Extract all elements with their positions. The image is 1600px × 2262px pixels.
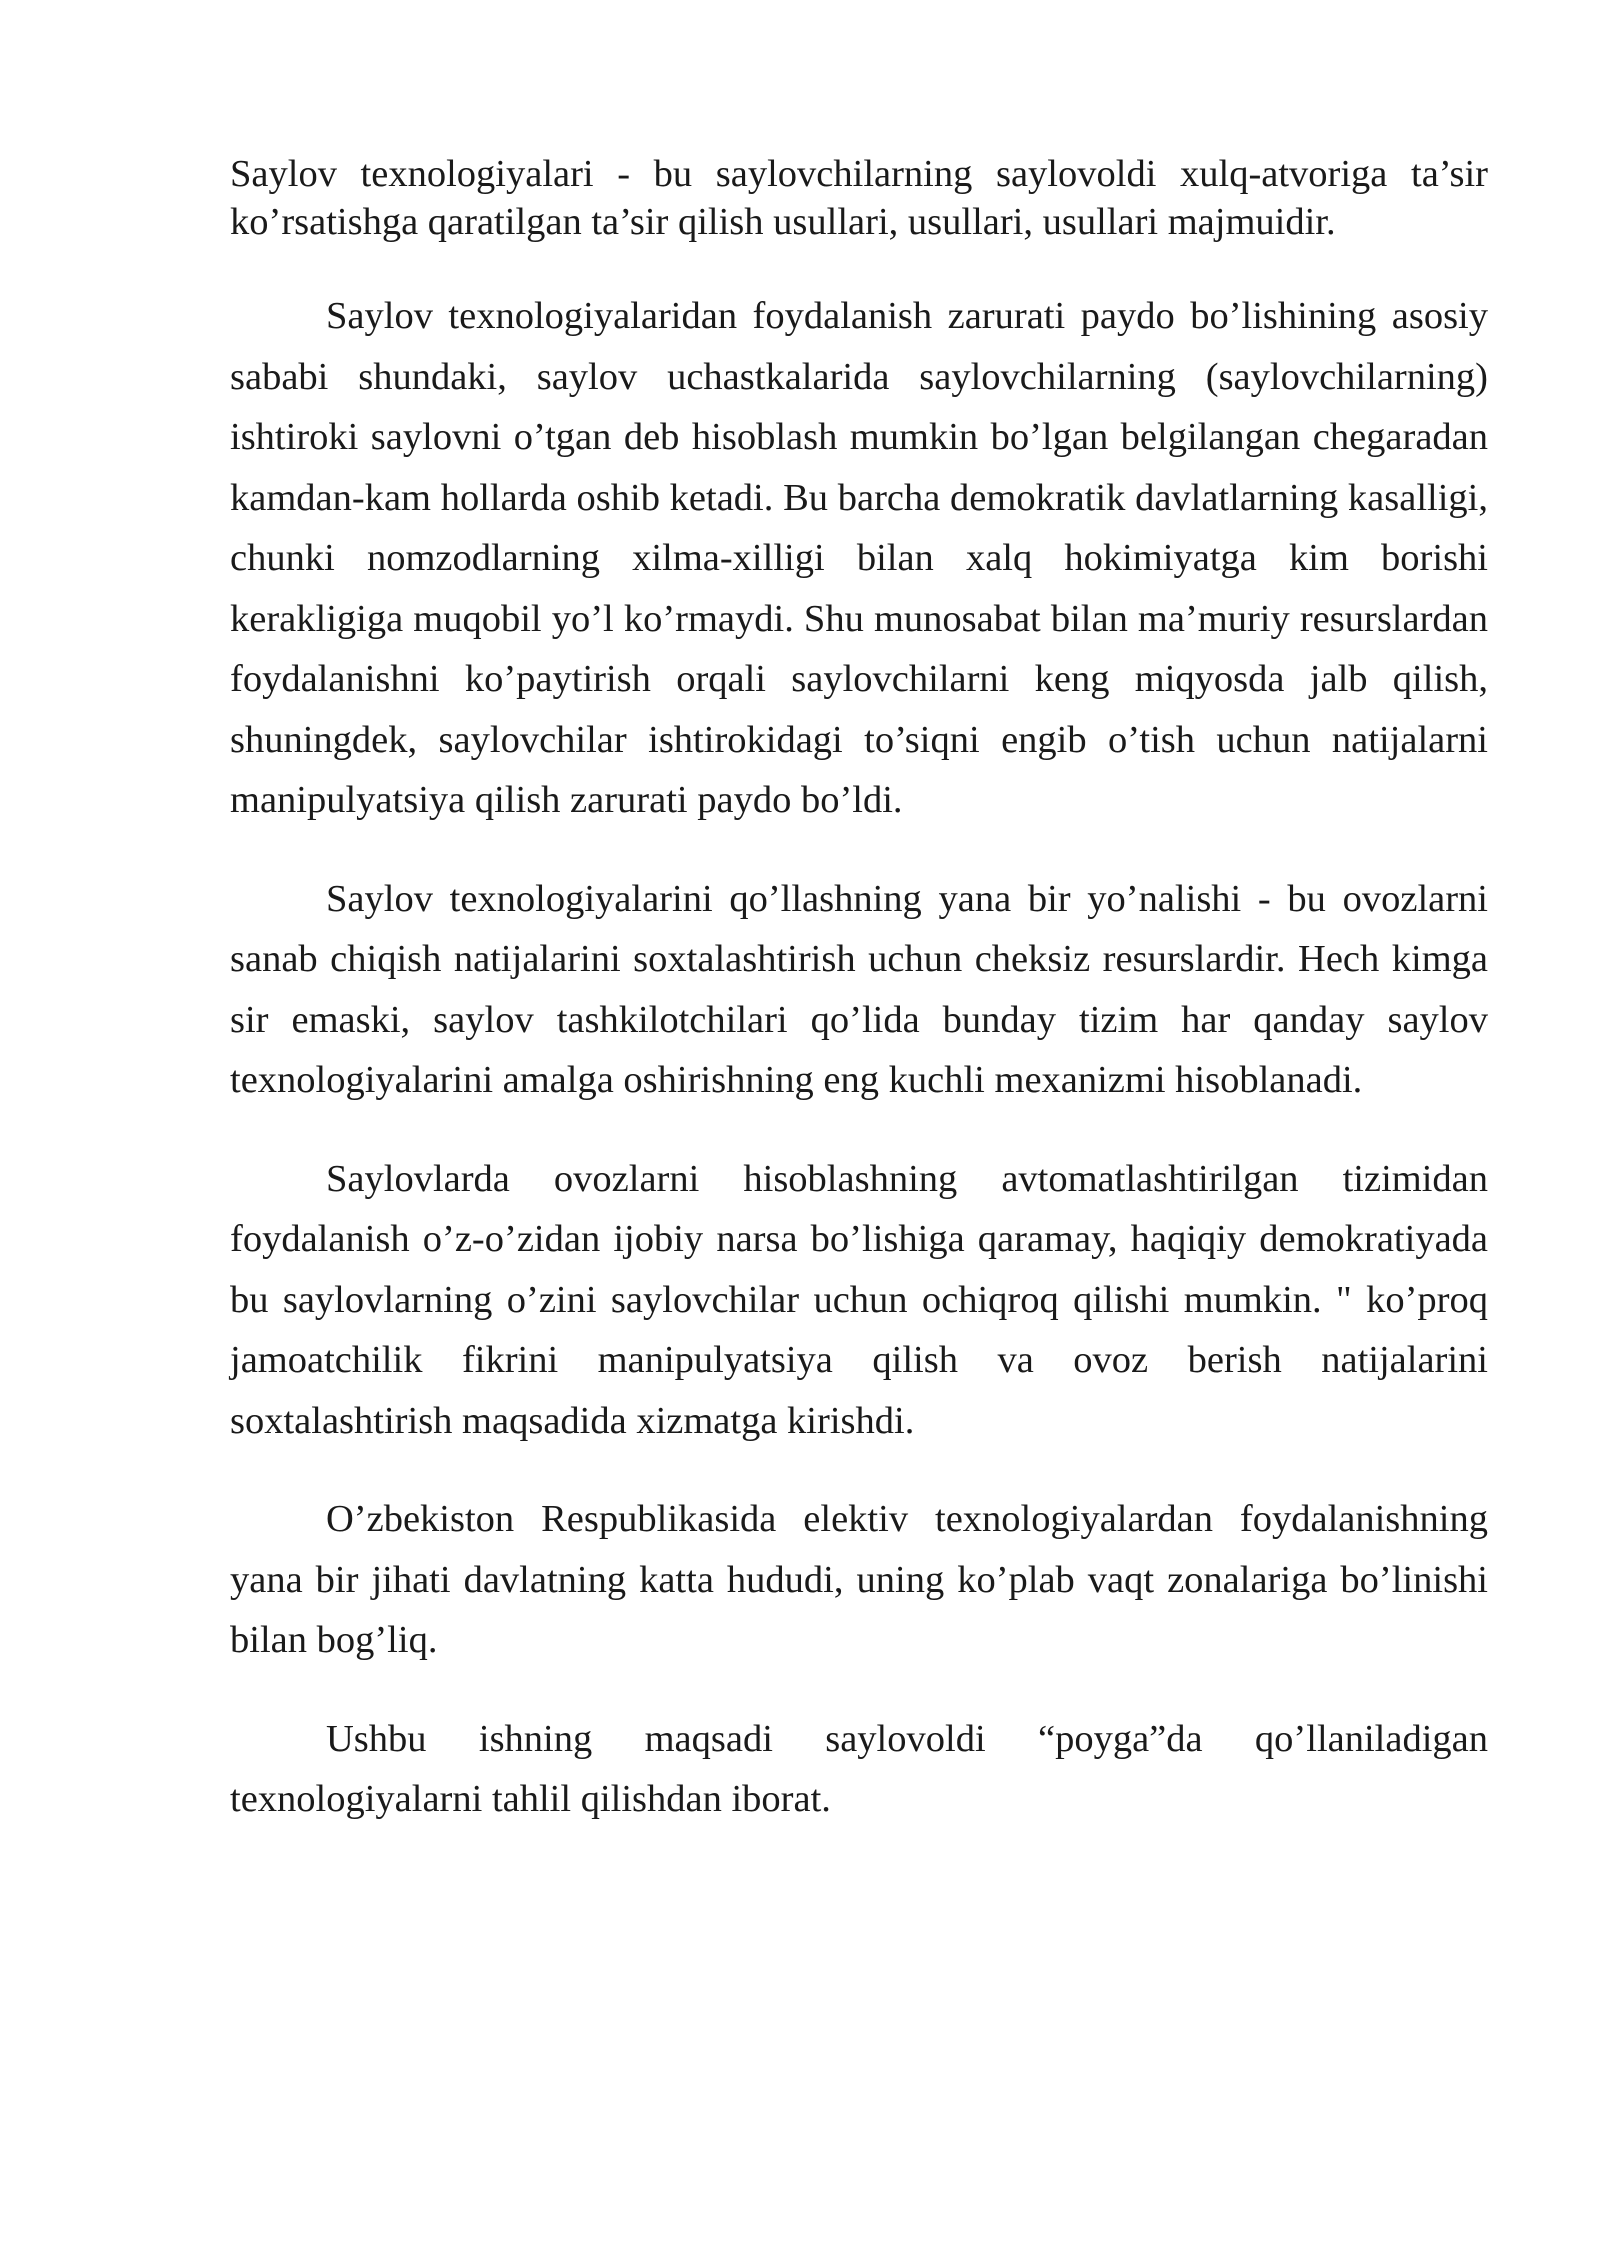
paragraph-uzbekistan: O’zbekiston Respublikasida elektiv texnologiyalardan foydalanishning yana bir jihati davlatning katta hududi, uning ko’plab vaqt zonalariga bo’linishi bilan bog’liq. — [230, 1498, 1488, 1661]
paragraph-resources: Saylov texnologiyalarini qo’llashning yana bir yo’nalishi - bu ovozlarni sanab chiqish natijalarini soxtalashtirish uchun cheksiz resurslardir. Hech kimga sir emaski, saylov tashkilotchilari qo’lida bunday tizim har qanday saylov texnologiyalarini amalga oshirishning eng kuchli mexanizmi hisoblanadi. — [230, 877, 1488, 1101]
document-body — [230, 150, 1488, 1830]
paragraph-intro: Saylov texnologiyalari - bu saylovchilarning saylovoldi xulq-atvoriga ta’sir ko’rsatishga qaratilgan ta’sir qilish usullari, usullari, usullari majmuidir. — [230, 153, 1488, 243]
paragraph-reasons: Saylov texnologiyalaridan foydalanish zarurati paydo bo’lishining asosiy sababi shundaki, saylov uchastkalarida saylovchilarning (saylovchilarning) ishtiroki saylovni o’tgan deb hisoblash mumkin bo’lgan belgilangan chegaradan kamdan-kam hollarda oshib ketadi. Bu barcha demokratik davlatlarning kasalligi, chunki nomzodlarning xilma-xilligi bilan xalq hokimiyatga kim borishi kerakligiga muqobil yo’l ko’rmaydi. Shu munosabat bilan ma’muriy resurslardan foydalanishni ko’paytirish orqali saylovchilarni keng miqyosda jalb qilish, shuningdek, saylovchilar ishtirokidagi to’siqni engib o’tish uchun natijalarni manipulyatsiya qilish zarurati paydo bo’ldi. — [230, 295, 1488, 821]
paragraph-automation: Saylovlarda ovozlarni hisoblashning avtomatlashtirilgan tizimidan foydalanish o’z-o’zidan ijobiy narsa bo’lishiga qaramay, haqiqiy demokratiyada bu saylovlarning o’zini saylovchilar uchun ochiqroq qilishi mumkin. " ko’proq jamoatchilik fikrini manipulyatsiya qilish va ovoz berish natijalarini soxtalashtirish maqsadida xizmatga kirishdi. — [230, 1157, 1488, 1442]
paragraph-goal: Ushbu ishning maqsadi saylovoldi “poyga”da qo’llaniladigan texnologiyalarni tahlil qilishdan iborat. — [230, 1717, 1488, 1820]
